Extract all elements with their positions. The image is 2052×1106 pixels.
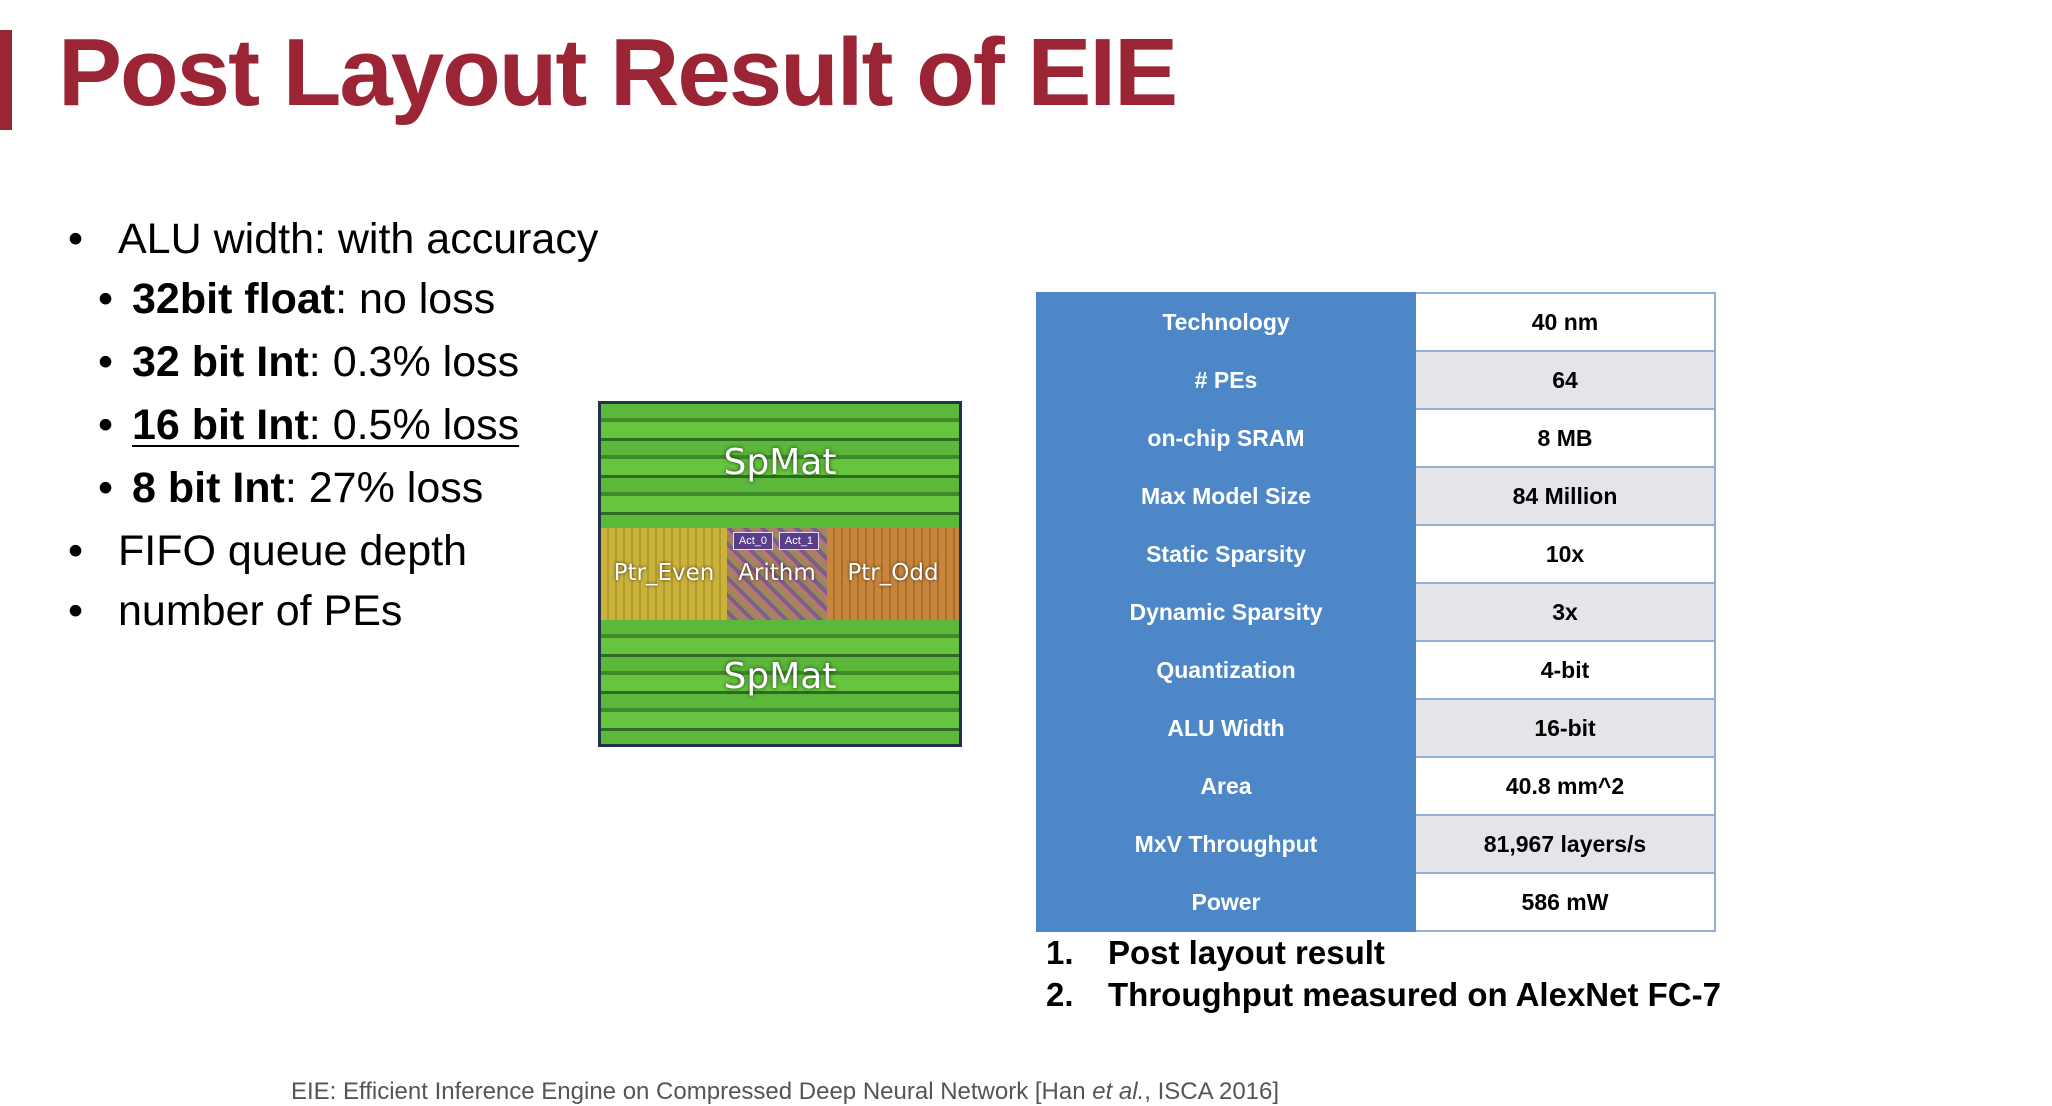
footnote-item: [1046, 934, 1721, 976]
spec-value: 40 nm: [1415, 293, 1715, 351]
chip-layout-image: [598, 401, 962, 747]
arithm-block: [727, 528, 827, 620]
spec-row: [1037, 815, 1715, 873]
spec-row: [1037, 583, 1715, 641]
citation-prefix: EIE: Efficient Inference Engine on Compressed Deep Neural Network [Han: [290, 1078, 1093, 1105]
bullet-alu-width: [68, 215, 599, 278]
spec-value: 10x: [1415, 525, 1715, 583]
spec-value: 81,967 layers/s: [1415, 815, 1715, 873]
spec-key: Technology: [1037, 293, 1415, 351]
spec-key: Area: [1037, 757, 1415, 815]
sub-bullet-32bit-int: [98, 338, 598, 404]
underlined-highlight: [132, 401, 519, 449]
slide-title: Post Layout Result of EIE: [58, 19, 1177, 126]
spmat-bottom-block: [601, 620, 959, 744]
spec-value: 3x: [1415, 583, 1715, 641]
spmat-top-label: SpMat: [723, 442, 837, 483]
bullet-dot: •: [68, 587, 84, 635]
sub-bullet-bold: 32 bit Int: [132, 338, 309, 386]
arithm-label: Arithm: [738, 560, 816, 586]
spec-value: 40.8 mm^2: [1415, 757, 1715, 815]
spec-row: [1037, 641, 1715, 699]
spec-key: ALU Width: [1037, 699, 1415, 757]
bullet-fifo-depth: [68, 527, 598, 590]
spec-key: # PEs: [1037, 351, 1415, 409]
sub-bullet-dot: •: [98, 464, 114, 512]
footnote-text: Throughput measured on AlexNet FC-7: [1108, 976, 1721, 1013]
footnote-list: [1046, 934, 1721, 1018]
spec-row: [1037, 351, 1715, 409]
spec-key: on-chip SRAM: [1037, 409, 1415, 467]
act-1-label: Act_1: [779, 532, 819, 550]
citation-etal: et al.: [1092, 1078, 1145, 1105]
spec-value: 64: [1415, 351, 1715, 409]
sub-bullet-dot: •: [98, 338, 114, 386]
sub-bullet-bold: 32bit float: [132, 275, 336, 323]
spec-key: Max Model Size: [1037, 467, 1415, 525]
spec-value: 84 Million: [1415, 467, 1715, 525]
spec-row: [1037, 409, 1715, 467]
ptr-even-block: [601, 528, 727, 620]
title-accent-bar: [0, 30, 12, 130]
sub-bullet-32bit-float: [98, 275, 598, 341]
ptr-odd-block: [827, 528, 959, 620]
sub-bullet-8bit-int: [98, 464, 598, 530]
sub-bullet-bold: 8 bit Int: [132, 464, 285, 512]
sub-bullet-rest: : 0.3% loss: [308, 338, 520, 386]
footnote-number: 2.: [1046, 976, 1074, 1013]
spec-value: 8 MB: [1415, 409, 1715, 467]
bullet-text: FIFO queue depth: [118, 527, 467, 575]
spec-row: [1037, 467, 1715, 525]
spec-row: [1037, 873, 1715, 931]
bullet-dot: •: [68, 527, 84, 575]
bullet-number-of-pes: [68, 587, 598, 650]
bullet-list: [68, 215, 599, 650]
spec-key: MxV Throughput: [1037, 815, 1415, 873]
spec-key: Static Sparsity: [1037, 525, 1415, 583]
citation-suffix: , ISCA 2016]: [1144, 1078, 1280, 1105]
footnote-item: [1046, 976, 1721, 1018]
spec-value: 586 mW: [1415, 873, 1715, 931]
sub-bullet-rest: : 27% loss: [284, 464, 484, 512]
sub-bullet-rest: : 0.5% loss: [308, 401, 520, 449]
spec-row: [1037, 525, 1715, 583]
citation: [0, 1078, 1570, 1106]
footnote-text: Post layout result: [1108, 934, 1385, 971]
spmat-top-block: [601, 404, 959, 528]
sub-bullet-dot: •: [98, 401, 114, 449]
spec-row: [1037, 699, 1715, 757]
spec-key: Power: [1037, 873, 1415, 931]
spec-row: [1037, 293, 1715, 351]
sub-bullet-16bit-int: [98, 401, 598, 467]
spec-row: [1037, 757, 1715, 815]
bullet-text: ALU width: with accuracy: [118, 215, 599, 263]
bullet-text: number of PEs: [118, 587, 403, 635]
sub-bullet-bold: 16 bit Int: [132, 401, 309, 449]
sub-bullet-dot: •: [98, 275, 114, 323]
specs-table: [1036, 292, 1716, 932]
spec-value: 4-bit: [1415, 641, 1715, 699]
bullet-dot: •: [68, 215, 84, 263]
spec-value: 16-bit: [1415, 699, 1715, 757]
spec-key: Quantization: [1037, 641, 1415, 699]
footnote-number: 1.: [1046, 934, 1074, 971]
ptr-odd-label: Ptr_Odd: [847, 560, 939, 586]
sub-bullet-rest: : no loss: [335, 275, 496, 323]
spec-key: Dynamic Sparsity: [1037, 583, 1415, 641]
ptr-even-label: Ptr_Even: [613, 560, 715, 586]
act-0-label: Act_0: [733, 532, 773, 550]
spmat-bottom-label: SpMat: [723, 656, 837, 697]
